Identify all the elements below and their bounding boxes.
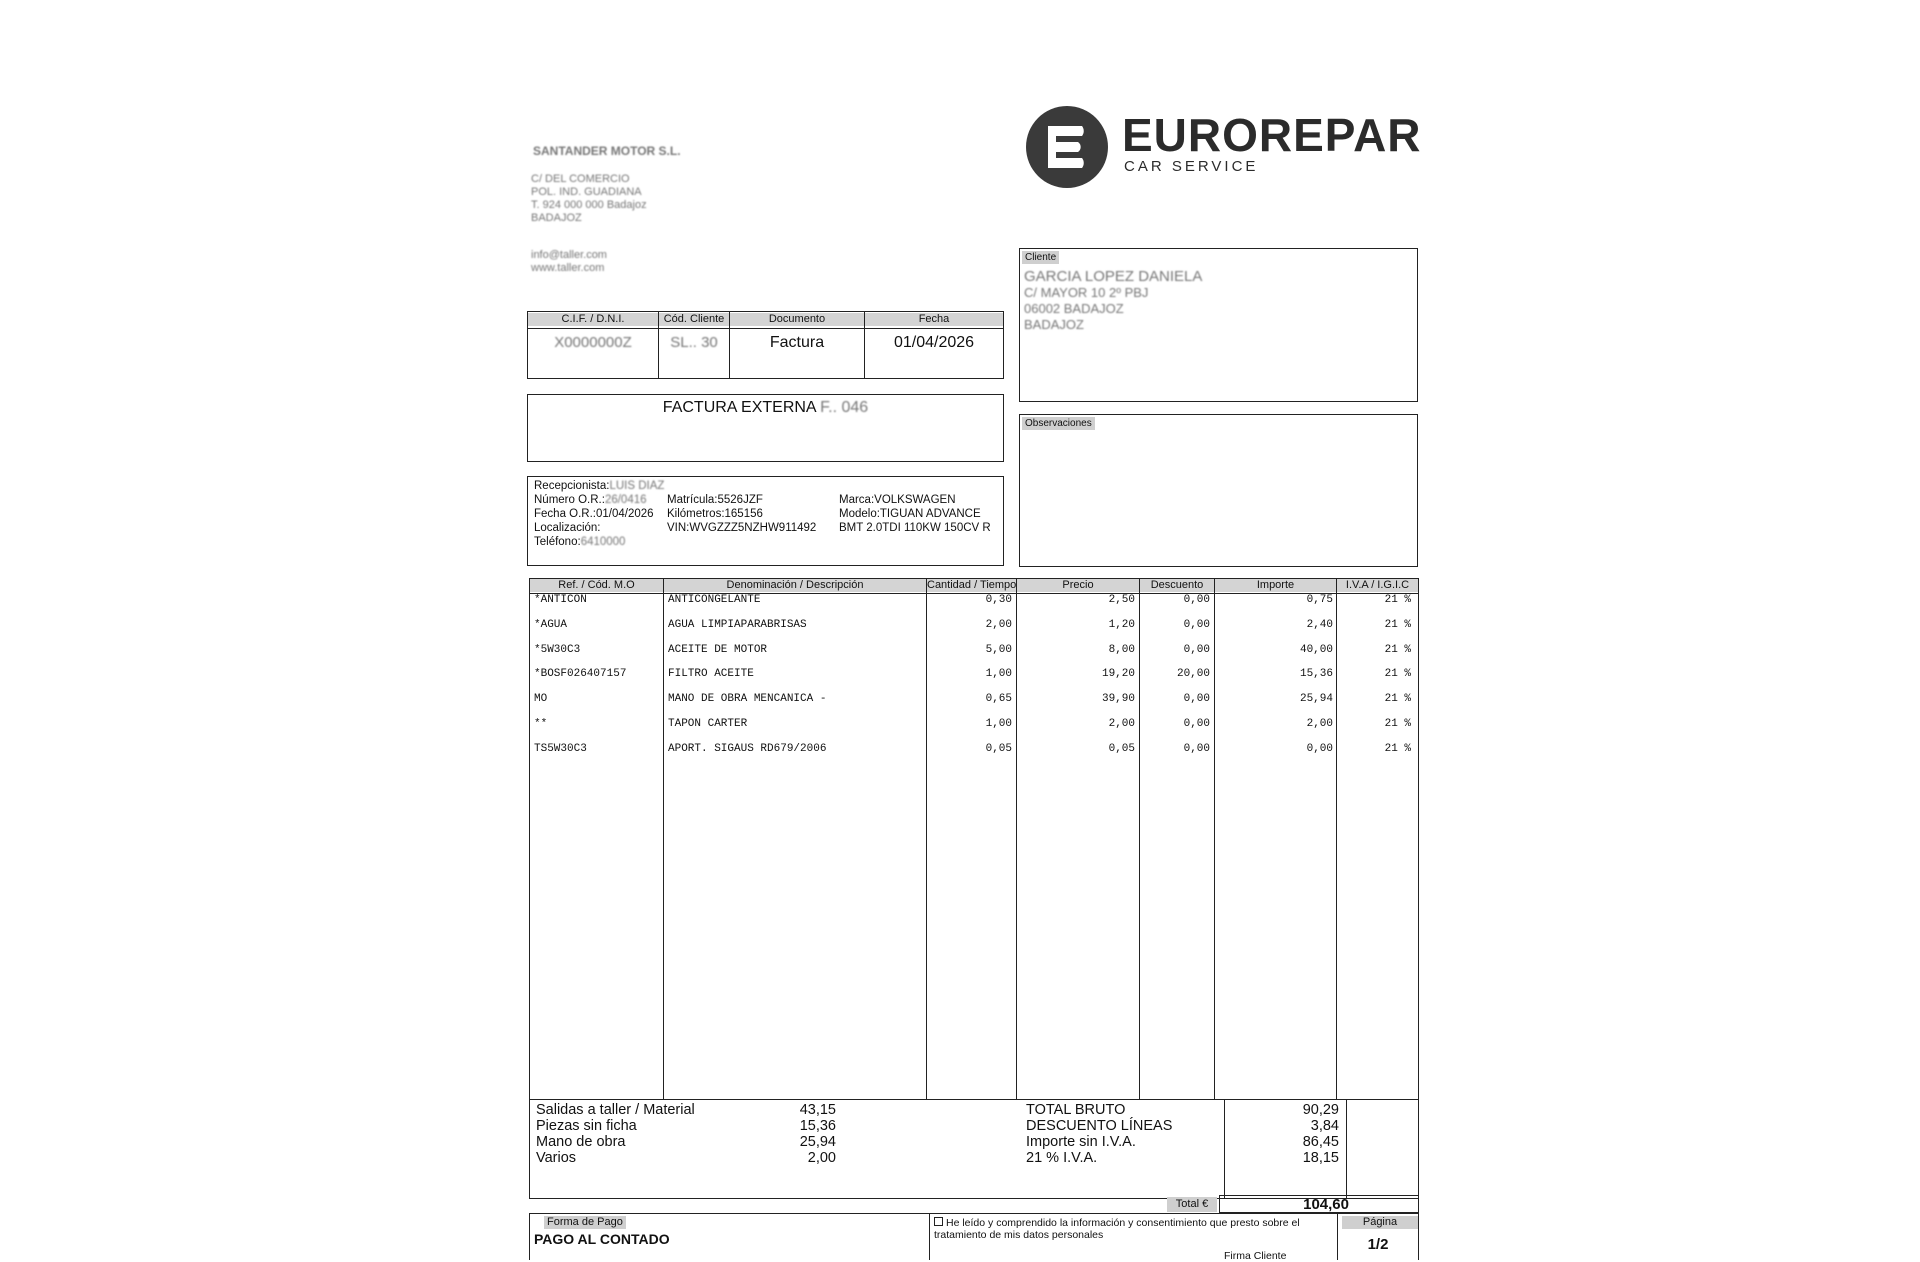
- item-importe: 0,75: [1306, 594, 1333, 606]
- col-header-iva: I.V.A / I.G.I.C: [1337, 579, 1418, 592]
- item-precio: 2,50: [1108, 594, 1135, 606]
- item-precio: 8,00: [1108, 643, 1135, 656]
- observaciones-label: Observaciones: [1022, 417, 1095, 430]
- item-descuento: 20,00: [1176, 668, 1210, 681]
- item-iva: 21 %: [1384, 643, 1411, 656]
- client-label: Cliente: [1022, 251, 1059, 264]
- telefono-row: [534, 535, 664, 549]
- recepcionista-label: Recepcionista:: [534, 480, 610, 492]
- eurorepar-emblem-icon: [1024, 104, 1110, 190]
- numero-or-value: 26/0416: [604, 494, 647, 506]
- fecha-or-row: [534, 507, 664, 521]
- header-documento-label: Documento: [730, 313, 864, 326]
- item-cantidad: 0,05: [985, 742, 1012, 755]
- vin: VIN:WVGZZZ5NZHW911492: [667, 522, 817, 534]
- item-descuento: 0,00: [1183, 643, 1210, 656]
- table-row: [530, 667, 1418, 683]
- item-importe: 2,00: [1306, 718, 1333, 730]
- item-cantidad: 5,00: [985, 643, 1012, 656]
- summary-box: [529, 1099, 1419, 1199]
- pagina-value: 1/2: [1367, 1236, 1389, 1253]
- forma-pago-value: PAGO AL CONTADO: [534, 1231, 670, 1247]
- recepcionista-value: LUIS DIAZ: [609, 480, 665, 492]
- item-descuento: 0,00: [1183, 742, 1210, 755]
- item-cantidad: 1,00: [985, 718, 1012, 730]
- document-header-box: [527, 311, 1004, 379]
- total-value: 104,60: [1303, 1196, 1349, 1213]
- item-iva: 21 %: [1384, 742, 1411, 755]
- telefono-label: Teléfono:: [534, 536, 581, 548]
- item-cantidad: 1,00: [985, 668, 1012, 681]
- item-importe: 0,00: [1306, 742, 1333, 755]
- summary-left-label: Mano de obra: [536, 1134, 626, 1150]
- consent-checkbox[interactable]: [934, 1217, 943, 1226]
- summary-right-value: 3,84: [1310, 1118, 1339, 1134]
- numero-or-label: Número O.R.:: [534, 494, 605, 506]
- company-website: www.taller.com: [531, 262, 605, 274]
- client-line: C/ MAYOR 10 2º PBJ: [1024, 285, 1149, 300]
- table-row: [530, 593, 1418, 609]
- summary-right-label: 21 % I.V.A.: [1026, 1150, 1098, 1166]
- col-header-precio: Precio: [1017, 579, 1139, 592]
- header-cod-cliente-value: SL.. 30: [670, 334, 718, 351]
- company-line: C/ DEL COMERCIO: [531, 173, 630, 185]
- forma-pago-label: Forma de Pago: [544, 1216, 626, 1229]
- summary-left-value: 2,00: [807, 1150, 836, 1166]
- summary-left-value: 43,15: [799, 1102, 836, 1118]
- company-web: [531, 249, 607, 275]
- col-header-importe: Importe: [1215, 579, 1336, 592]
- summary-right-label: Importe sin I.V.A.: [1026, 1134, 1136, 1150]
- item-cantidad: 2,00: [985, 618, 1012, 631]
- firma-label: Firma Cliente: [1224, 1250, 1287, 1262]
- summary-left-value: 25,94: [799, 1134, 836, 1150]
- summary-left-value: 15,36: [799, 1118, 836, 1134]
- summary-left-label: Varios: [536, 1150, 577, 1166]
- summary-right-value: 90,29: [1302, 1102, 1339, 1118]
- item-precio: 1,20: [1108, 618, 1135, 631]
- logo-tagline: CAR SERVICE: [1124, 158, 1259, 175]
- item-importe: 2,40: [1306, 618, 1333, 631]
- item-ref: **: [534, 718, 548, 730]
- item-descuento: 0,00: [1183, 618, 1210, 631]
- client-box: [1019, 248, 1418, 402]
- total-label: Total €: [1167, 1197, 1217, 1212]
- item-iva: 21 %: [1384, 693, 1411, 706]
- item-importe: 40,00: [1299, 643, 1333, 656]
- header-cif-value: X0000000Z: [554, 334, 632, 351]
- item-precio: 0,05: [1108, 742, 1135, 755]
- motor: BMT 2.0TDI 110KW 150CV R: [839, 522, 991, 534]
- item-iva: 21 %: [1384, 668, 1411, 681]
- summary-right-value: 18,15: [1302, 1150, 1339, 1166]
- footer-row: [529, 1213, 1419, 1260]
- recepcionista-row: [534, 479, 664, 493]
- item-descripcion: ACEITE DE MOTOR: [668, 643, 768, 656]
- factura-number: F.. 046: [820, 399, 869, 416]
- table-row: [530, 742, 1418, 758]
- item-descripcion: MANO DE OBRA MENCANICA -: [668, 693, 827, 706]
- consent-text: He leído y comprendido la información y consentimiento que presto sobre el tratamiento de mis datos personales: [934, 1217, 1300, 1241]
- table-row: [530, 618, 1418, 634]
- item-descuento: 0,00: [1183, 718, 1210, 730]
- factura-title: FACTURA EXTERNA: [662, 399, 816, 416]
- item-ref: *AGUA: [534, 618, 568, 631]
- logo-brand: EUROREPAR: [1122, 109, 1422, 161]
- item-iva: 21 %: [1384, 718, 1411, 730]
- client-name: GARCIA LOPEZ DANIELA: [1024, 268, 1203, 285]
- vehicle-info-box: [527, 476, 1004, 566]
- col-header-descripcion: Denominación / Descripción: [664, 579, 926, 592]
- company-line: BADAJOZ: [531, 212, 582, 224]
- item-descripcion: ANTICONGELANTE: [668, 594, 761, 606]
- item-cantidad: 0,65: [985, 693, 1012, 706]
- item-precio: 39,90: [1101, 693, 1135, 706]
- item-ref: TS5W30C3: [534, 742, 587, 755]
- summary-right-value: 86,45: [1302, 1134, 1339, 1150]
- item-ref: *5W30C3: [534, 643, 581, 656]
- telefono-value: 6410000: [580, 536, 626, 548]
- header-fecha-value: 01/04/2026: [893, 334, 975, 351]
- item-descripcion: TAPON CARTER: [668, 718, 748, 730]
- table-row: [530, 692, 1418, 708]
- header-cif-label: C.I.F. / D.N.I.: [528, 313, 658, 326]
- col-header-descuento: Descuento: [1140, 579, 1214, 592]
- item-iva: 21 %: [1384, 594, 1411, 606]
- summary-right-label: TOTAL BRUTO: [1026, 1102, 1126, 1118]
- table-row: [530, 643, 1418, 659]
- header-cod-cliente-label: Cód. Cliente: [659, 313, 729, 326]
- item-importe: 25,94: [1299, 693, 1333, 706]
- client-line: 06002 BADAJOZ: [1024, 301, 1124, 316]
- observaciones-box: [1019, 414, 1418, 567]
- total-row: [1167, 1195, 1419, 1215]
- summary-right-label: DESCUENTO LÍNEAS: [1026, 1118, 1173, 1134]
- summary-left-label: Piezas sin ficha: [536, 1118, 637, 1134]
- item-ref: *BOSF026407157: [534, 668, 627, 681]
- item-precio: 2,00: [1108, 718, 1135, 730]
- kilometros: Kilómetros:165156: [667, 508, 763, 520]
- item-precio: 19,20: [1101, 668, 1135, 681]
- localizacion-label: Localización:: [534, 522, 601, 534]
- modelo: Modelo:TIGUAN ADVANCE: [839, 508, 981, 520]
- col-header-cantidad: Cantidad / Tiempo: [927, 579, 1017, 591]
- item-descripcion: FILTRO ACEITE: [668, 668, 754, 681]
- item-descripcion: AGUA LIMPIAPARABRISAS: [668, 618, 807, 631]
- item-ref: *ANTICON: [534, 594, 587, 606]
- company-line: T. 924 000 000 Badajoz: [531, 199, 647, 211]
- col-header-ref: Ref. / Cód. M.O: [530, 579, 663, 592]
- item-descuento: 0,00: [1183, 693, 1210, 706]
- client-address: [1024, 269, 1202, 333]
- company-name: SANTANDER MOTOR S.L.: [533, 144, 681, 158]
- marca: Marca:VOLKSWAGEN: [839, 494, 956, 506]
- pagina-label: Página: [1342, 1216, 1418, 1229]
- table-row: [530, 717, 1418, 733]
- factura-title-box: [527, 394, 1004, 462]
- item-descripcion: APORT. SIGAUS RD679/2006: [668, 742, 827, 755]
- item-descuento: 0,00: [1183, 594, 1210, 606]
- company-address: [531, 173, 647, 225]
- item-ref: MO: [534, 693, 548, 706]
- client-line: BADAJOZ: [1024, 317, 1084, 332]
- items-table: [529, 578, 1419, 1100]
- header-documento-value: Factura: [769, 334, 825, 351]
- summary-left-label: Salidas a taller / Material: [536, 1102, 695, 1118]
- item-cantidad: 0,30: [985, 594, 1012, 606]
- fecha-or-label: Fecha O.R.:: [534, 508, 596, 520]
- eurorepar-logo: [1024, 102, 1422, 192]
- company-line: POL. IND. GUADIANA: [531, 186, 642, 198]
- header-fecha-label: Fecha: [865, 313, 1003, 326]
- matricula: Matrícula:5526JZF: [667, 494, 763, 506]
- item-importe: 15,36: [1299, 668, 1333, 681]
- fecha-or-value: 01/04/2026: [596, 508, 654, 520]
- item-iva: 21 %: [1384, 618, 1411, 631]
- company-email: info@taller.com: [531, 249, 607, 261]
- numero-or-row: [534, 493, 664, 507]
